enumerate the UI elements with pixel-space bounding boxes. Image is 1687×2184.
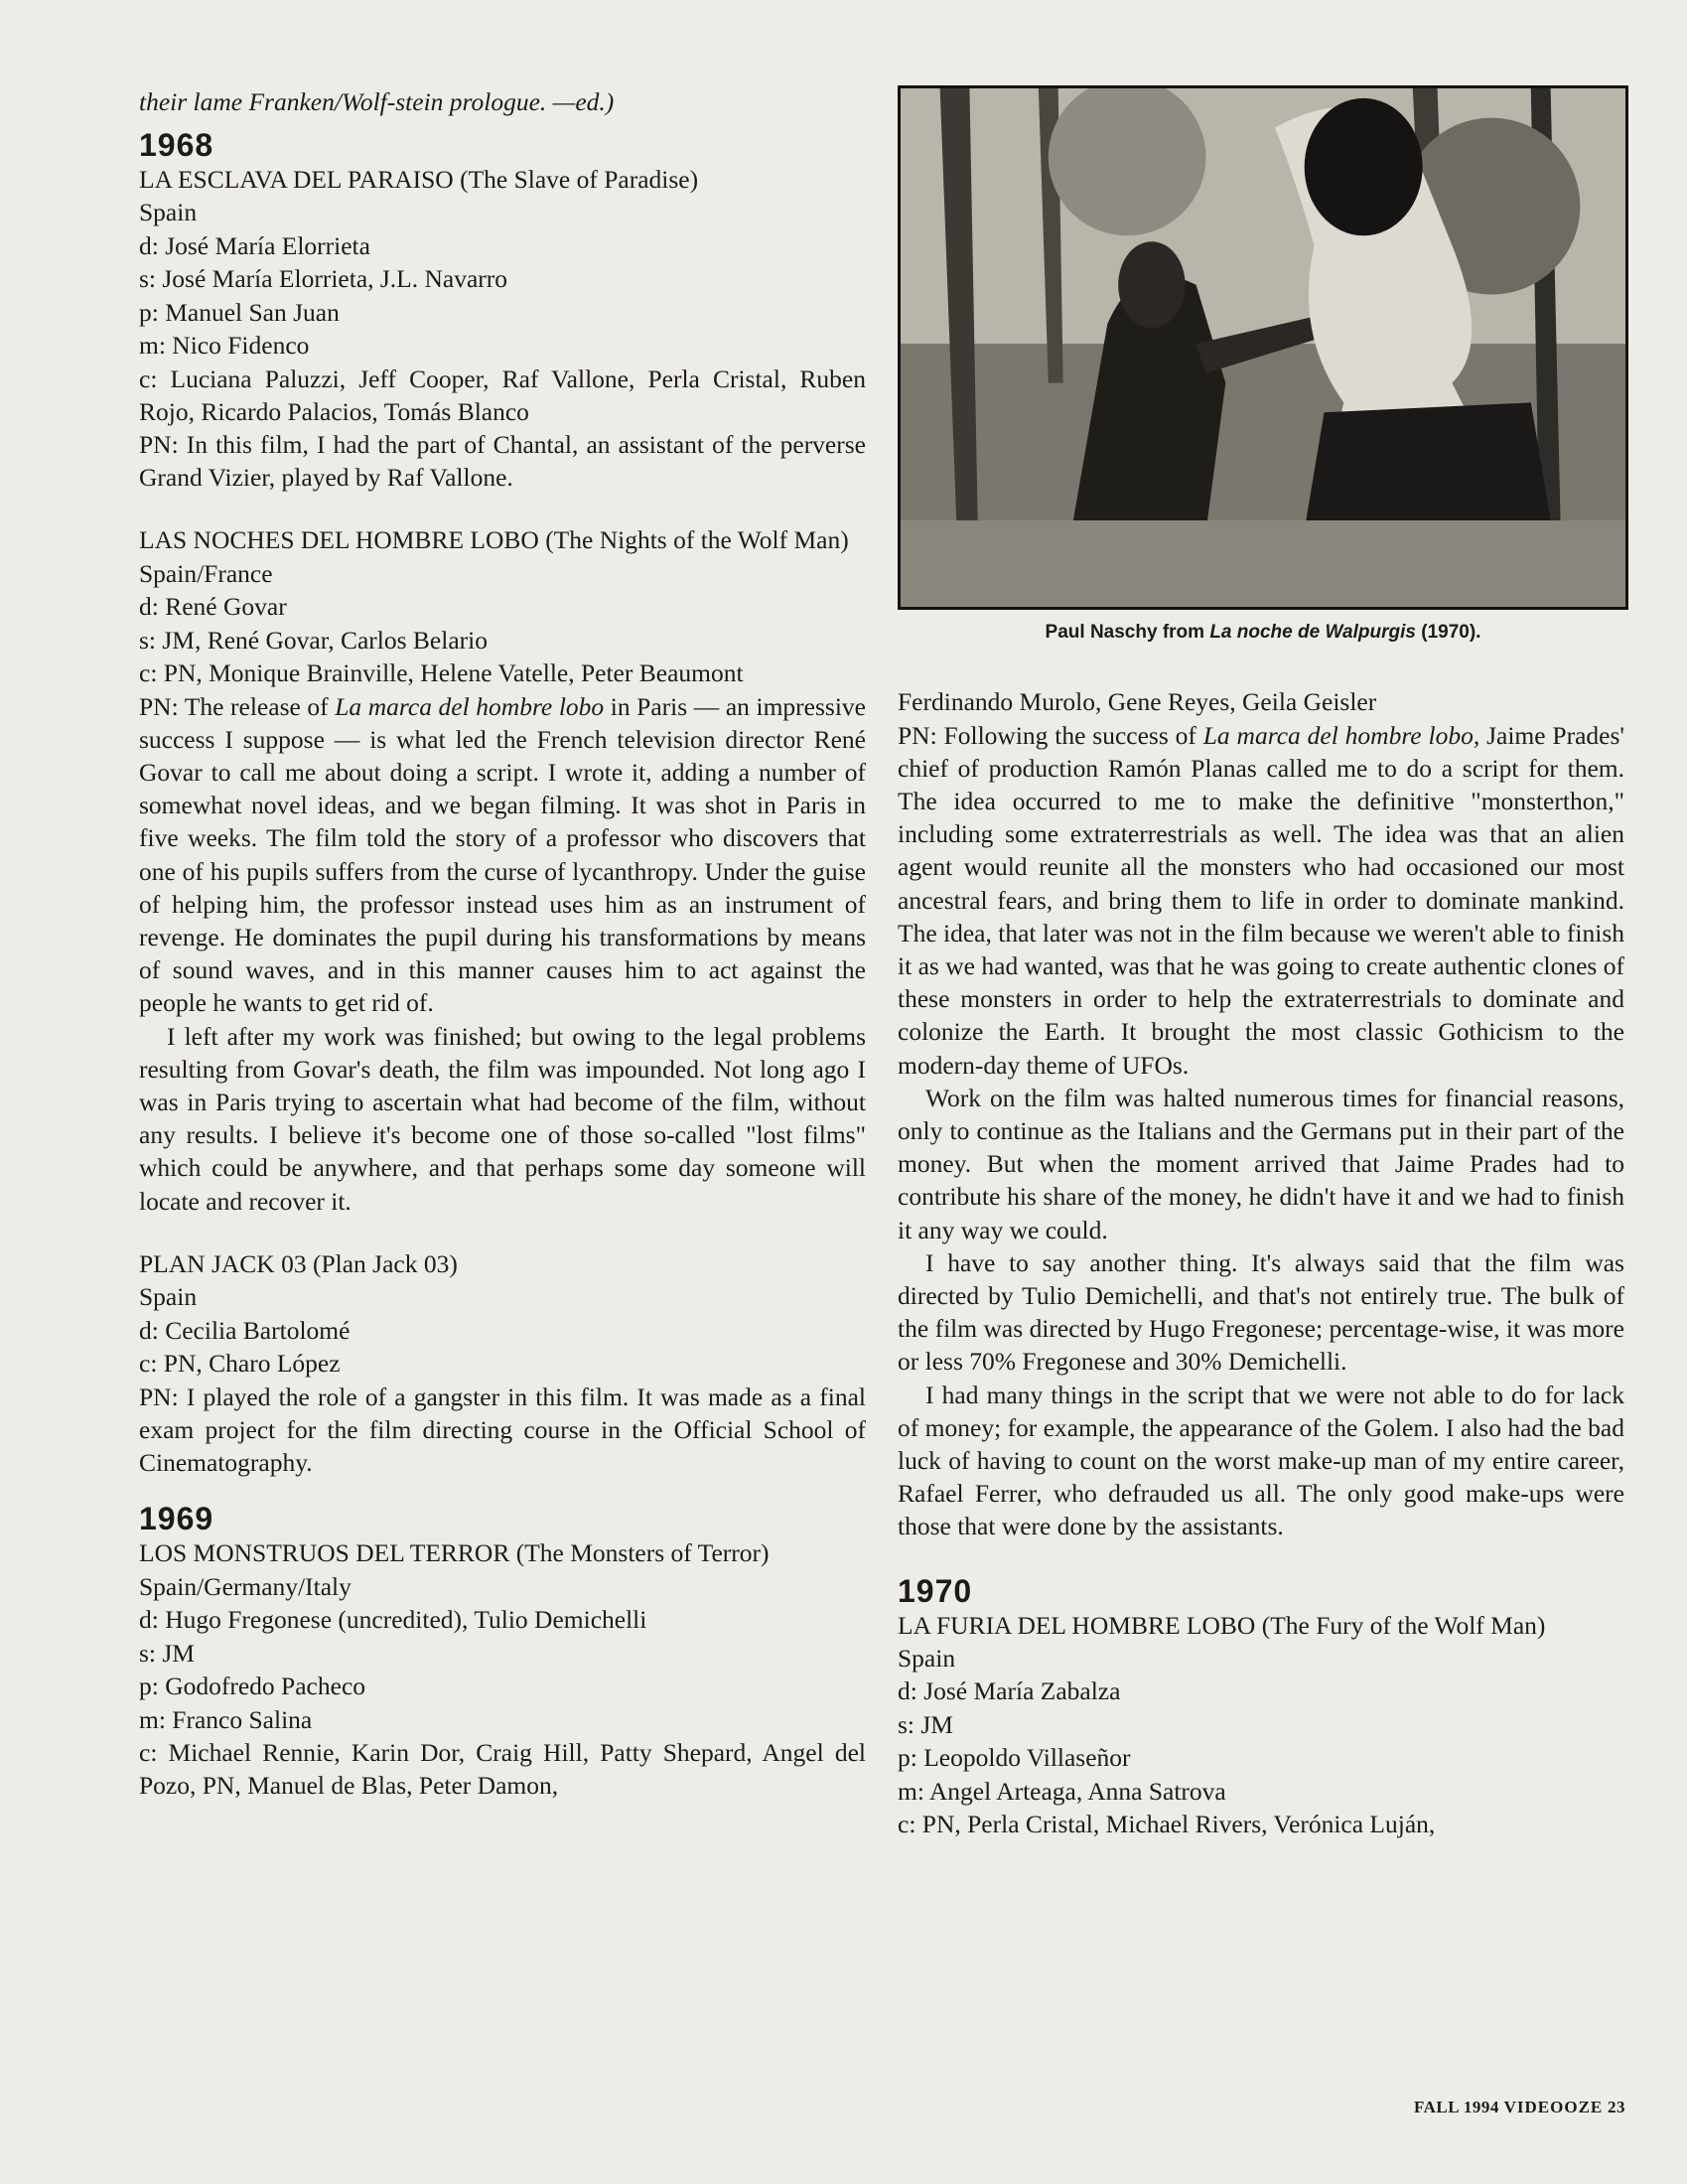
film-country: Spain — [139, 198, 198, 226]
body-paragraph: I have to say another thing. It's always said that the film was directed by Tulio Demichelli, and that's not entirely true. The bulk of the film was directed by Hugo Fregonese; percentage-wise, it was more or less 70% Fregonese and 30% Demichelli. — [898, 1247, 1624, 1377]
film-entry-la-esclava — [139, 163, 866, 495]
film-title: LA ESCLAVA DEL PARAISO (The Slave of Paradise) — [139, 164, 699, 194]
year-heading-1969: 1969 — [139, 1501, 214, 1537]
credit-director: d: Cecilia Bartolomé — [139, 1315, 351, 1345]
photo-caption — [898, 622, 1628, 644]
credit-director: d: René Govar — [139, 592, 287, 622]
credit-music: m: Angel Arteaga, Anna Satrova — [898, 1776, 1226, 1806]
credit-music: m: Franco Salina — [139, 1704, 313, 1734]
film-entry-la-furia — [898, 1609, 1624, 1841]
film-title: PLAN JACK 03 (Plan Jack 03) — [139, 1248, 458, 1278]
pn-comment: PN: I played the role of a gangster in this film. It was made as a final exam project for the film directing course in the Official School of Cinematography. — [139, 1382, 866, 1478]
film-title: LA FURIA DEL HOMBRE LOBO (The Fury of the Wolf Man) — [898, 1610, 1546, 1640]
caption-text: (1970). — [1415, 622, 1481, 643]
pn-text: PN: Following the success of — [898, 720, 1203, 750]
credit-cast: c: Luciana Paluzzi, Jeff Cooper, Raf Vallone, Perla Cristal, Ruben Rojo, Ricardo Palacios, Tomás Blanco — [139, 364, 866, 426]
credit-cast: c: PN, Perla Cristal, Michael Rivers, Verónica Luján, — [898, 1810, 1436, 1839]
film-title: LAS NOCHES DEL HOMBRE LOBO (The Nights of the Wolf Man) — [139, 525, 849, 555]
film-still-photo — [898, 85, 1628, 610]
film-reference: La marca del hombre lobo, — [1202, 720, 1480, 750]
pn-comment — [139, 690, 866, 1020]
left-column — [139, 85, 866, 1802]
credit-cast: c: PN, Charo López — [139, 1349, 341, 1379]
publication-name: VIDEOOZE — [1503, 2098, 1604, 2116]
year-heading-1970: 1970 — [898, 1572, 973, 1609]
caption-text: Paul Naschy from — [1045, 622, 1210, 643]
credit-screenplay: s: JM — [898, 1709, 953, 1739]
page-footer — [1414, 2098, 1625, 2117]
cast-continued: Ferdinando Murolo, Gene Reyes, Geila Geisler — [898, 687, 1377, 716]
film-country: Spain — [898, 1643, 956, 1673]
film-reference: La marca del hombre lobo — [335, 691, 605, 721]
film-country: Spain/Germany/Italy — [139, 1571, 351, 1601]
film-country: Spain — [139, 1282, 198, 1312]
page-number: 23 — [1608, 2098, 1625, 2116]
right-column — [898, 685, 1624, 1840]
film-title: LOS MONSTRUOS DEL TERROR (The Monsters of Terror) — [139, 1538, 770, 1568]
credit-cast: c: PN, Monique Brainville, Helene Vatelle, Peter Beaumont — [139, 658, 744, 688]
film-country: Spain/France — [139, 558, 273, 588]
intro-fragment: their lame Franken/Wolf-stein prologue. —ed.) — [139, 87, 615, 116]
credit-director: d: José María Elorrieta — [139, 230, 370, 260]
credit-director: d: Hugo Fregonese (uncredited), Tulio Demichelli — [139, 1605, 647, 1635]
pn-comment: PN: In this film, I had the part of Chantal, an assistant of the perverse Grand Vizier, played by Raf Vallone. — [139, 429, 866, 493]
credit-music: m: Nico Fidenco — [139, 331, 310, 360]
credit-producer: p: Leopoldo Villaseñor — [898, 1743, 1131, 1773]
credit-producer: p: Godofredo Pacheco — [139, 1672, 366, 1701]
pn-text: Jaime Prades' chief of production Ramón Planas called me to do a script for them. The idea occurred to me to make the definitive "monsterthon," including some extraterrestrials as well. The idea was that an alien agent would reunite all the monsters who had occasioned our most ancestral fears, and bring them to life in order to dominate mankind. The idea, that later was not in the film because we weren't able to finish it as we had wanted, was that he was going to create authentic clones of these monsters in order to help the extraterrestrials to dominate and colonize the Earth. It brought the most classic Gothicism to the modern-day theme of UFOs. — [898, 720, 1624, 1080]
year-heading-1968: 1968 — [139, 126, 214, 163]
film-entry-plan-jack — [139, 1247, 866, 1480]
credit-producer: p: Manuel San Juan — [139, 297, 340, 327]
pn-comment — [898, 719, 1624, 1082]
body-paragraph: I had many things in the script that we were not able to do for lack of money; for example, the appearance of the Golem. I also had the bad luck of having to count on the worst make-up man of my entire career, Rafael Ferrer, who defrauded us all. The only good make-ups were those that were done by the assistants. — [898, 1380, 1624, 1541]
photo-figure — [898, 85, 1628, 644]
credit-screenplay: s: José María Elorrieta, J.L. Navarro — [139, 264, 508, 293]
credit-screenplay: s: JM, René Govar, Carlos Belario — [139, 625, 488, 655]
caption-film-title: La noche de Walpurgis — [1209, 622, 1416, 643]
pn-text: PN: The release of — [139, 691, 336, 721]
issue-season: FALL 1994 — [1413, 2098, 1499, 2116]
credit-cast: c: Michael Rennie, Karin Dor, Craig Hill, Patty Shepard, Angel del Pozo, PN, Manuel de Blas, Peter Damon, — [139, 1738, 866, 1801]
credit-screenplay: s: JM — [139, 1638, 195, 1668]
pn-comment-continued: I left after my work was finished; but owing to the legal problems resulting from Govar's death, the film was impounded. Not long ago I was in Paris trying to ascertain what had become of the film, without any results. I believe it's become one of those so-called "lost films" which could be anywhere, and that perhaps some day someone will locate and recover it. — [139, 1021, 866, 1216]
film-entry-los-monstruos — [139, 1536, 866, 1802]
film-entry-las-noches — [139, 523, 866, 1217]
body-paragraph: Work on the film was halted numerous times for financial reasons, only to continue as the Italians and the Germans put in their part of the money. But when the moment arrived that Jaime Prades had to contribute his share of the money, he didn't have it and we had to finish it any way we could. — [898, 1083, 1624, 1244]
pn-text: in Paris — an impressive success I suppose — is what led the French television director René Govar to call me about doing a script. I wrote it, adding a number of somewhat novel ideas, and we began filming. It was shot in Paris in five weeks. The film told the story of a professor who discovers that one of his pupils suffers from the curse of lycanthropy. Under the guise of helping him, the professor instead uses him as an instrument of revenge. He dominates the pupil during his transformations by means of sound waves, and in this manner causes him to act against the people he wants to get rid of. — [139, 691, 866, 1018]
credit-director: d: José María Zabalza — [898, 1676, 1121, 1706]
